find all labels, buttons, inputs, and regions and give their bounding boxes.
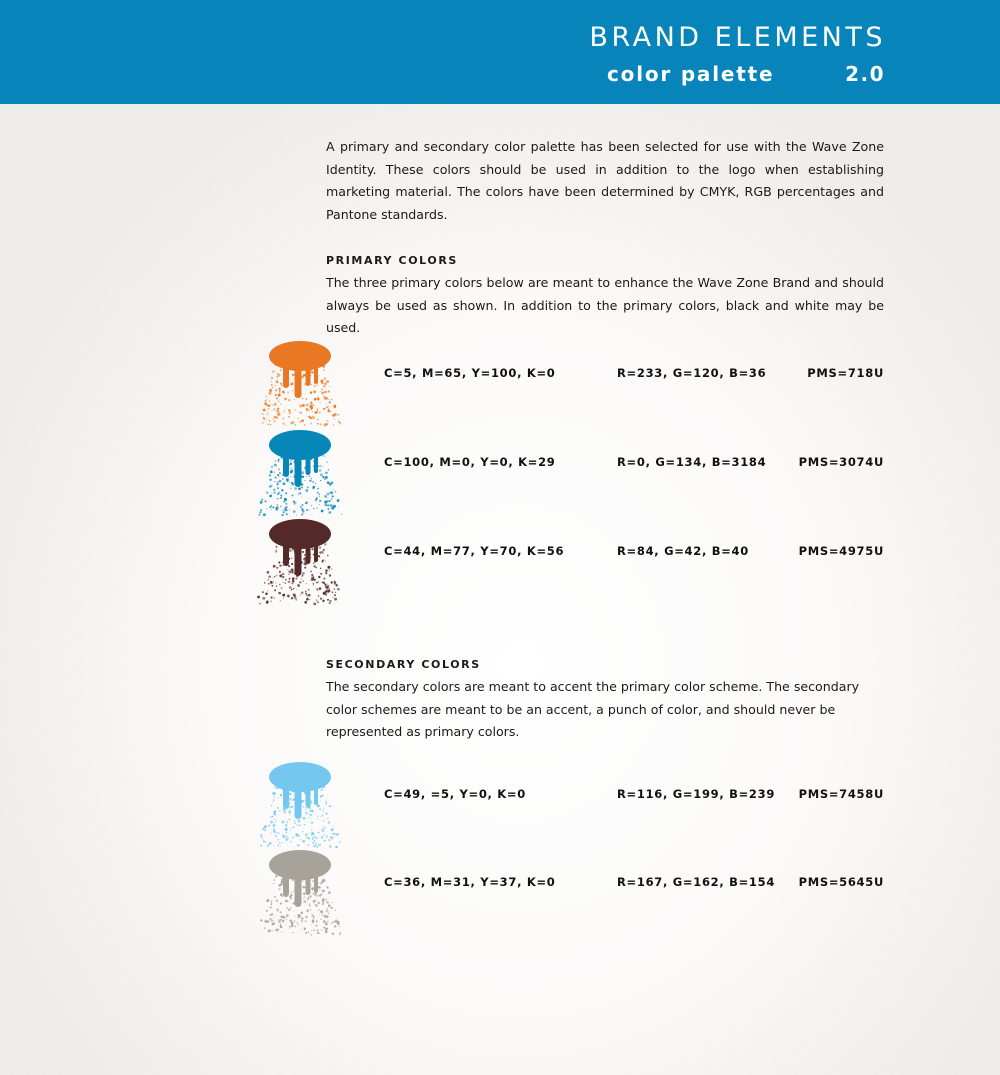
gray-paint-swatch: [256, 847, 344, 937]
section-number: 2.0: [845, 62, 885, 86]
header-subtitle: color palette: [607, 62, 775, 86]
rgb-value: R=116, G=199, B=239: [617, 787, 776, 801]
secondary-colors-description: The secondary colors are meant to accent the primary color scheme. The secondary color schemes are meant to be an accent, a punch of color, and should never be represented as primary colors.: [326, 679, 860, 740]
orange-paint-swatch: [256, 338, 344, 428]
cmyk-value: C=44, M=77, Y=70, K=56: [384, 544, 565, 558]
primary-swatch-row: [0, 366, 1000, 456]
brown-paint-swatch: [256, 516, 344, 606]
pms-value: PMS=5645U: [798, 875, 884, 889]
cmyk-value: C=100, M=0, Y=0, K=29: [384, 455, 556, 469]
secondary-swatch-row: [0, 787, 1000, 877]
primary-colors-heading: PRIMARY COLORS: [326, 254, 458, 267]
pms-value: PMS=3074U: [798, 455, 884, 469]
page-header: [0, 0, 1000, 104]
pms-value: PMS=7458U: [798, 787, 884, 801]
rgb-value: R=233, G=120, B=36: [617, 366, 767, 380]
primary-swatch-row: [0, 455, 1000, 545]
blue-paint-swatch: [256, 427, 344, 517]
pms-value: PMS=4975U: [798, 544, 884, 558]
header-title: BRAND ELEMENTS: [589, 22, 886, 53]
pms-value: PMS=718U: [807, 366, 884, 380]
secondary-colors-heading: SECONDARY COLORS: [326, 658, 481, 671]
light-blue-paint-swatch: [256, 759, 344, 849]
rgb-value: R=0, G=134, B=3184: [617, 455, 767, 469]
cmyk-value: C=49, =5, Y=0, K=0: [384, 787, 526, 801]
primary-colors-description: The three primary colors below are meant to enhance the Wave Zone Brand and should always be used as shown. In addition to the primary colors, black and white may be used.: [326, 275, 884, 336]
cmyk-value: C=5, M=65, Y=100, K=0: [384, 366, 556, 380]
cmyk-value: C=36, M=31, Y=37, K=0: [384, 875, 556, 889]
intro-paragraph: A primary and secondary color palette has been selected for use with the Wave Zone Identity. These colors should be used in addition to the logo when establishing marketing material. The colors have been determined by CMYK, RGB percentages and Pantone standards.: [326, 139, 884, 222]
secondary-swatch-row: [0, 875, 1000, 965]
rgb-value: R=84, G=42, B=40: [617, 544, 749, 558]
rgb-value: R=167, G=162, B=154: [617, 875, 776, 889]
primary-swatch-row: [0, 544, 1000, 634]
